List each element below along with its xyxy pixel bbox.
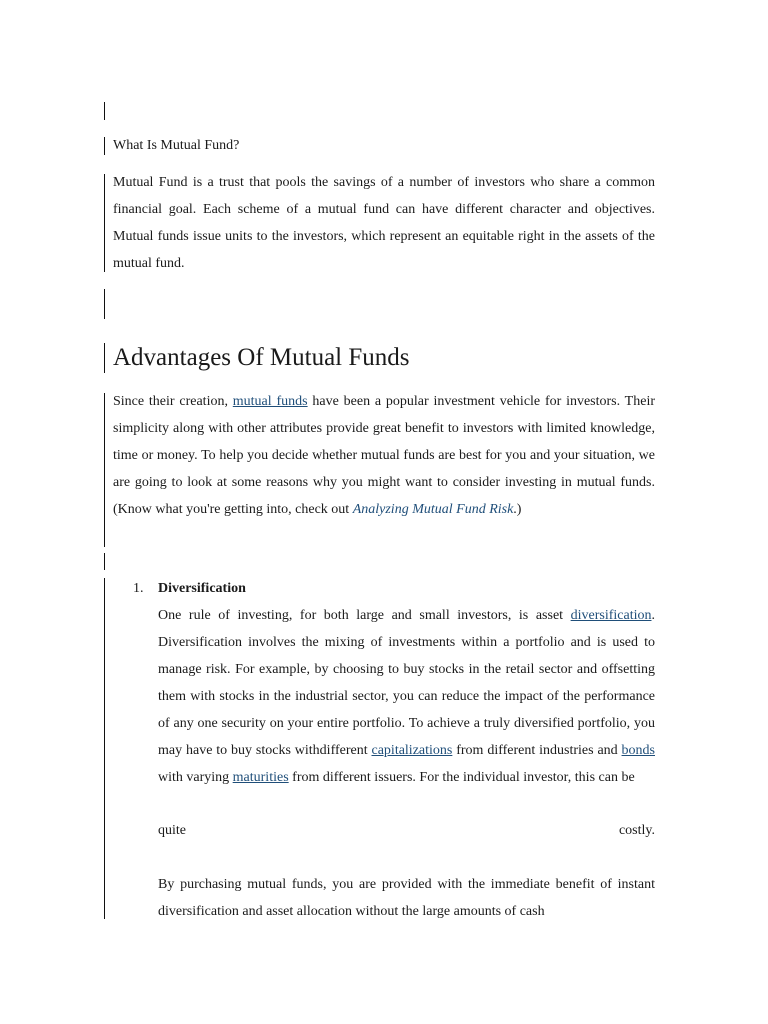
margin-bar [104,578,105,919]
text-span: with varying [158,770,233,785]
advantages-paragraph [113,388,655,523]
section-heading: Advantages Of Mutual Funds [113,344,410,371]
margin-bar [104,174,105,272]
text-span: One rule of investing, for both large and small investors, is asset [158,608,571,623]
text-span: costly. [618,823,655,838]
intro-title: What Is Mutual Fund? [113,138,240,153]
mutual-funds-link[interactable]: mutual funds [232,394,308,409]
text-span: have been a popular investment vehicle for investors. Their simplicity along with other attributes provide great benefit to investors with limited knowledge, time or money. To help you decide whether mutual funds are best for you and your situation, we are going to look at some reasons why you might want to consider investing in mutual funds. (Know what you're getting into, check out [113,394,656,517]
list-item-title: Diversification [158,581,246,596]
capitalizations-link[interactable]: capitalizations [371,743,453,758]
margin-bar [104,553,105,570]
maturities-link[interactable]: maturities [232,770,289,785]
text-span: Since their creation, [113,394,233,409]
intro-paragraph: Mutual Fund is a trust that pools the savings of a number of investors who share a common financial goal. Each scheme of a mutual fund can have different character and objectives. Mutual funds issue units to the investors, which represent an equitable right in the assets of the mutual fund. [113,175,655,271]
text-span: from different issuers. For the individual investor, this can be [288,770,635,785]
diversification-link[interactable]: diversification [570,608,652,623]
margin-bar [104,393,105,547]
list-item-last-line [158,817,655,844]
list-item-paragraph-2: By purchasing mutual funds, you are provided with the immediate benefit of instant diversification and asset allocation without the large amounts of cash [158,877,655,919]
list-number: 1. [133,581,144,596]
text-span: from different industries and [452,743,622,758]
text-span: .) [513,502,522,517]
list-item-body [158,602,655,791]
margin-bar [104,102,105,120]
text-span: . Diversification involves the mixing of investments within a portfolio and is used to manage risk. For example, by choosing to buy stocks in the retail sector and offsetting them with stocks in the industrial sector, you can reduce the impact of the performance of any one security on your entire portfolio. To achieve a truly diversified portfolio, you may have to buy stocks withdifferent [158,608,655,758]
margin-bar [104,137,105,155]
margin-bar [104,343,105,373]
bonds-link[interactable]: bonds [621,743,655,758]
text-span: quite [158,823,186,838]
analyzing-risk-link[interactable]: Analyzing Mutual Fund Risk [352,502,514,517]
margin-bar [104,289,105,319]
